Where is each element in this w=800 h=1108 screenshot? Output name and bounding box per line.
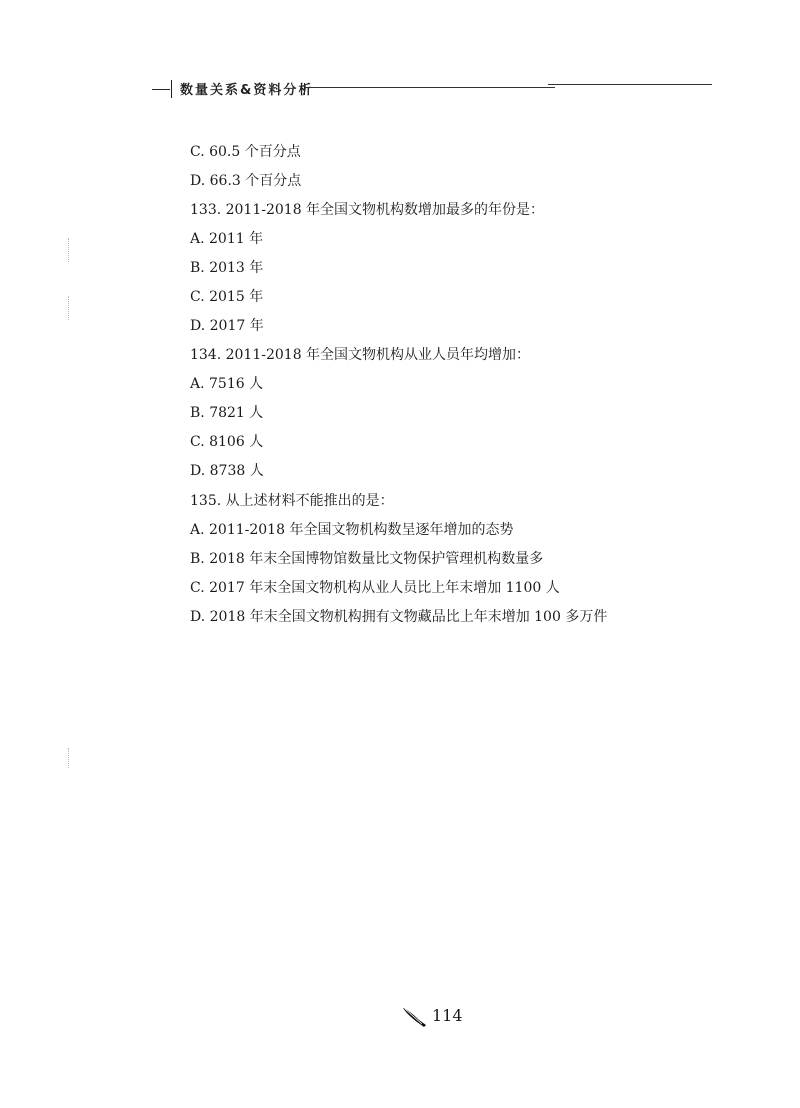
scan-speck (68, 748, 70, 768)
header-lead-rule (152, 89, 170, 90)
option-line: C. 2017 年末全国文物机构从业人员比上年末增加 1100 人 (190, 580, 560, 596)
scan-speck (68, 296, 70, 320)
option-line: D. 8738 人 (190, 463, 264, 479)
option-line: B. 2013 年 (190, 260, 264, 276)
question-stem: 134. 2011-2018 年全国文物机构从业人员年均增加： (190, 347, 531, 363)
page-number: 114 (432, 1006, 463, 1025)
header-trail-rule-right (548, 84, 712, 85)
page-footer (402, 1004, 482, 1030)
option-line: C. 60.5 个百分点 (190, 144, 301, 160)
header-lead-bar (171, 80, 172, 98)
option-line: B. 2018 年末全国博物馆数量比文物保护管理机构数量多 (190, 551, 544, 567)
option-line: B. 7821 人 (190, 405, 264, 421)
option-line: A. 2011 年 (190, 231, 264, 247)
scan-speck (68, 238, 70, 262)
option-line: A. 2011-2018 年全国文物机构数呈逐年增加的态势 (190, 522, 514, 538)
option-line: D. 66.3 个百分点 (190, 173, 302, 189)
header-trail-bar (304, 83, 305, 95)
header-trail-rule (305, 87, 555, 88)
header-section-title: 数量关系&资料分析 (180, 83, 314, 98)
running-header (152, 78, 712, 98)
option-line: D. 2018 年末全国文物机构拥有文物藏品比上年末增加 100 多万件 (190, 609, 608, 625)
question-stem: 135. 从上述材料不能推出的是： (190, 493, 394, 509)
option-line: C. 8106 人 (190, 434, 264, 450)
question-stem: 133. 2011-2018 年全国文物机构数增加最多的年份是： (190, 202, 545, 218)
feather-quill-icon (402, 1006, 428, 1028)
option-line: A. 7516 人 (190, 376, 264, 392)
option-line: C. 2015 年 (190, 289, 264, 305)
option-line: D. 2017 年 (190, 318, 264, 334)
